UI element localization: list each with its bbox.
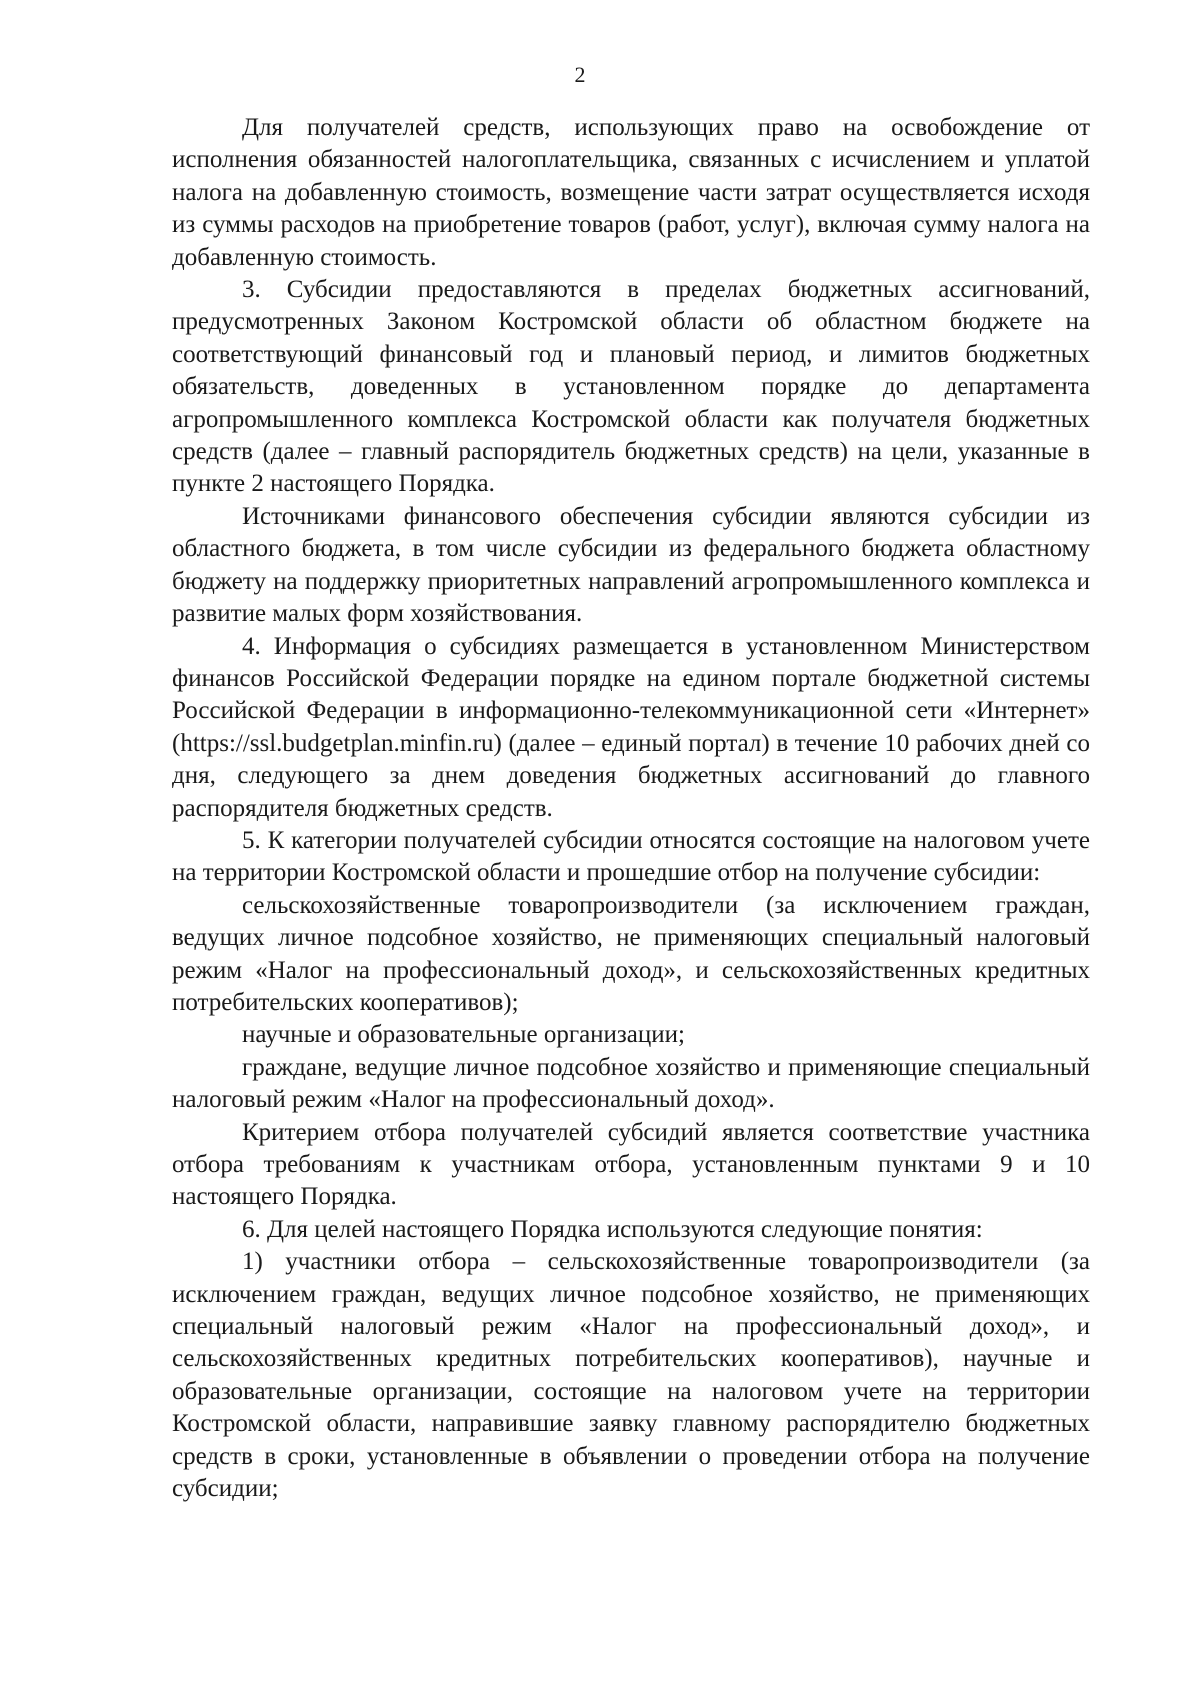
paragraph-agricultural-producers: сельскохозяйственные товаропроизводители (за исключением граждан, ведущих личное подсобное хозяйство, не применяющих специальный налоговый режим «Налог на профессиональный доход», и сельскохозяйственных кредитных потребительских кооперативов);: [172, 891, 1090, 1016]
paragraph-item-4: 4. Информация о субсидиях размещается в установленном Министерством финансов Российской Федерации порядке на едином портале бюджетной системы Российской Федерации в информационно-телекоммуникационной сети «Интернет» (https://ssl.budgetplan.minfin.ru) (далее – единый портал) в течение 10 рабочих дней со дня, следующего за днем доведения бюджетных ассигнований до главного распорядителя бюджетных средств.: [172, 632, 1090, 822]
paragraph-item-6: 6. Для целей настоящего Порядка используются следующие понятия:: [242, 1215, 983, 1243]
paragraph-definition-1: 1) участники отбора – сельскохозяйственные товаропроизводители (за исключением граждан, ведущих личное подсобное хозяйство, не применяющих специальный налоговый режим «Налог на профессиональный доход», и сельскохозяйственных кредитных потребительских кооперативов), научные и образовательные организации, состоящие на налоговом учете на территории Костромской области, направившие заявку главному распорядителю бюджетных средств в сроки, установленные в объявлении о проведении отбора на получение субсидии;: [172, 1248, 1090, 1503]
paragraph-citizens: граждане, ведущие личное подсобное хозяйство и применяющие специальный налоговый режим «Налог на профессиональный доход».: [172, 1053, 1090, 1114]
paragraph-selection-criterion: Критерием отбора получателей субсидий является соответствие участника отбора требованиям к участникам отбора, установленным пунктами 9 и 10 настоящего Порядка.: [172, 1118, 1090, 1211]
document-body: [172, 112, 1090, 1505]
paragraph-funding-sources: Источниками финансового обеспечения субсидии являются субсидии из областного бюджета, в том числе субсидии из федерального бюджета областному бюджету на поддержку приоритетных направлений агропромышленного комплекса и развитие малых форм хозяйствования.: [172, 502, 1090, 628]
page-number: 2: [574, 62, 586, 87]
paragraph-item-5: 5. К категории получателей субсидии относятся состоящие на налоговом учете на территории Костромской области и прошедшие отбор на получение субсидии:: [172, 826, 1090, 887]
paragraph-vat-exemption: Для получателей средств, использующих право на освобождение от исполнения обязанностей налогоплательщика, связанных с исчислением и уплатой налога на добавленную стоимость, возмещение части затрат осуществляется исходя из суммы расходов на приобретение товаров (работ, услуг), включая сумму налога на добавленную стоимость.: [172, 114, 1090, 271]
paragraph-item-3: 3. Субсидии предоставляются в пределах бюджетных ассигнований, предусмотренных Законом Костромской области об областном бюджете на соответствующий финансовый год и плановый период, и лимитов бюджетных обязательств, доведенных в установленном порядке до департамента агропромышленного комплекса Костромской области как получателя бюджетных средств (далее – главный распорядитель бюджетных средств) на цели, указанные в пункте 2 настоящего Порядка.: [172, 276, 1090, 498]
paragraph-scientific-organizations: научные и образовательные организации;: [242, 1021, 685, 1049]
